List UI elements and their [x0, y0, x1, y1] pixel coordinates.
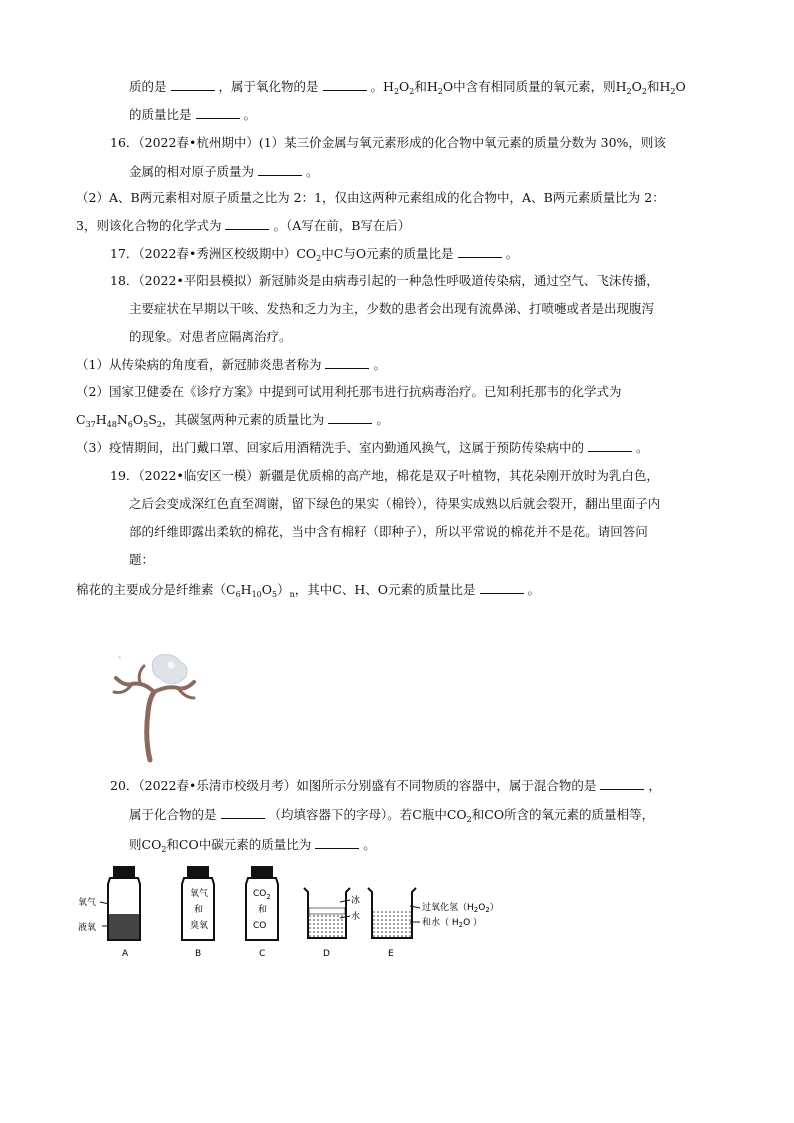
text: 。	[376, 412, 389, 427]
text: 和H	[646, 79, 671, 94]
text-line	[129, 106, 256, 123]
subscript: 5	[143, 420, 149, 429]
answer-blank	[458, 245, 502, 258]
text: 17．（2022春•秀洲区校级期中）CO	[110, 246, 317, 261]
text: H	[95, 412, 107, 427]
bottle-b	[182, 866, 214, 959]
text: 则CO	[129, 837, 162, 852]
question-18	[110, 273, 659, 289]
text: 16．（2022春•杭州期中）(1）某三价金属与氧元素形成的化合物中氧元素的质量分数为 30%，则该	[110, 135, 666, 150]
text: 和H	[414, 79, 438, 94]
label-a: A	[122, 949, 129, 959]
text: 18．（2022•平阳县模拟）新冠肺炎是由病毒引起的一种急性呼吸道传染病，通过空气、飞沫传播，	[110, 273, 659, 288]
text: 。（A写在前，B写在后）	[273, 218, 411, 233]
answer-blank	[588, 439, 632, 452]
text-line	[129, 78, 686, 95]
text: O	[261, 582, 273, 597]
label-e: E	[388, 949, 394, 959]
liquid-fill	[373, 910, 411, 937]
label-text	[422, 901, 499, 914]
text-line	[129, 806, 654, 823]
text-line	[76, 411, 389, 428]
label-text: 和	[194, 905, 204, 915]
text: ）	[277, 582, 290, 597]
text-line	[129, 329, 292, 345]
subscript: 2	[458, 921, 464, 929]
text: 。	[527, 582, 541, 597]
label-text: 氧气	[190, 889, 209, 899]
label-b: B	[195, 949, 202, 959]
text: 和CO中碳元素的质量比为	[166, 837, 312, 852]
text-line	[129, 163, 319, 180]
text: 质的是	[129, 79, 167, 94]
label-text	[422, 916, 482, 929]
text-line	[129, 301, 654, 317]
text: O	[399, 79, 410, 94]
subscript: 2	[156, 420, 162, 429]
beaker-d	[304, 888, 360, 959]
text-line	[129, 552, 154, 568]
text: 部的纤维即露出柔软的棉花，当中含有棉籽（即种子），所以平常说的棉花并不是花。请回答问	[129, 524, 648, 539]
text-line	[76, 384, 621, 400]
subscript: 2	[393, 87, 400, 96]
text: 和CO所含的氧元素的质量相等，	[471, 807, 655, 822]
text-line	[76, 356, 386, 373]
text: 金属的相对原子质量为	[129, 164, 255, 179]
answer-blank	[600, 777, 644, 790]
subscript: 2	[670, 87, 676, 96]
question-20	[110, 777, 661, 794]
question-16	[110, 135, 666, 151]
bottle-c	[246, 866, 278, 959]
subscript: 2	[641, 87, 647, 96]
label-text: CO	[253, 889, 267, 899]
question-19	[110, 468, 659, 484]
text: 。	[373, 357, 386, 372]
text: 之后会变成深红色直至凋谢，留下绿色的果实（棉铃），待果实成熟以后就会裂开，翻出里面子内	[129, 496, 661, 511]
label-d: D	[323, 949, 330, 959]
text: （1）从传染病的角度看，新冠肺炎患者称为	[76, 357, 322, 372]
text: 20．（2022春•乐清市校级月考）如图所示分别盛有不同物质的容器中，属于混合物的是	[110, 778, 597, 793]
subscript: 37	[85, 420, 96, 429]
label-liquid-oxygen: 液氧	[78, 923, 97, 933]
text: ，其中C、H、O元素的质量比是	[294, 582, 476, 597]
text: 的现象。对患者应隔离治疗。	[129, 329, 292, 344]
text: O	[675, 79, 686, 94]
subscript: 5	[272, 590, 278, 599]
bottle-a	[78, 866, 140, 959]
text: 棉花的主要成分是纤维素（C	[76, 582, 236, 597]
text: 3，则该化合物的化学式为	[76, 218, 222, 233]
text: 属于化合物的是	[129, 807, 217, 822]
label-c: C	[259, 949, 266, 959]
answer-blank	[328, 411, 372, 424]
subscript: 6	[235, 590, 241, 599]
answer-blank	[323, 78, 367, 91]
text: 的质量比是	[129, 107, 192, 122]
containers-figure	[76, 862, 526, 962]
label-text: O ）	[463, 918, 483, 928]
question-17	[110, 245, 518, 262]
label-text: O	[478, 903, 486, 913]
subscript: 10	[251, 590, 262, 599]
text-line	[76, 190, 665, 206]
text: C	[76, 412, 86, 427]
text: O	[132, 412, 144, 427]
label-text: 过氧化氢（H	[422, 903, 474, 913]
text: 。	[505, 246, 519, 261]
cotton-fibre	[152, 655, 187, 684]
text: （2）A、B两元素相对原子质量之比为 2：1，仅由这两种元素组成的化合物中，A、B两元素质量比为 2：	[76, 190, 665, 205]
text: O	[631, 79, 642, 94]
cotton-fibre	[118, 655, 121, 659]
answer-blank	[225, 217, 269, 230]
text: 。	[635, 440, 649, 455]
text: 。H	[370, 79, 394, 94]
text: （均填容器下的字母）。若C瓶中CO	[268, 807, 467, 822]
answer-blank	[221, 806, 265, 819]
text: 主要症状在早期以干咳、发热和乏力为主，少数的患者会出现有流鼻涕、打喷嚏或者是出现腹泻	[129, 301, 655, 316]
cotton-stem	[147, 692, 154, 760]
text: ，其碳氢两种元素的质量比为	[161, 412, 325, 427]
subscript: 2	[161, 845, 167, 854]
text: H	[240, 582, 252, 597]
subscript: 48	[106, 420, 117, 429]
subscript: 6	[127, 420, 133, 429]
text: ，属于氧化物的是	[218, 79, 319, 94]
text: S	[148, 412, 157, 427]
cotton-branch	[116, 678, 154, 692]
label-text: 水	[351, 912, 361, 922]
label-oxygen: 氧气	[78, 898, 97, 908]
subscript: 2	[626, 87, 632, 96]
text: 。	[306, 164, 319, 179]
text: 中C与O元素的质量比是	[321, 246, 454, 261]
bottle-cap	[251, 866, 273, 878]
liquid-oxygen-fill	[109, 914, 139, 939]
text: N	[116, 412, 128, 427]
bottle-cap	[113, 866, 135, 878]
answer-blank	[196, 106, 240, 119]
subscript: 2	[466, 815, 472, 824]
subscript: 2	[473, 906, 479, 914]
text: 19．（2022•临安区一模）新疆是优质棉的高产地，棉花是双子叶植物，其花朵刚开放时为乳白色，	[110, 468, 659, 483]
label-text: 和水（ H	[422, 918, 459, 928]
text-line	[76, 217, 410, 234]
beaker-e	[368, 888, 499, 959]
label-text: CO	[253, 921, 267, 931]
text: O中含有相同质量的氧元素，则H	[442, 79, 627, 94]
answer-blank	[258, 163, 302, 176]
subscript: 2	[409, 87, 415, 96]
cotton-plant-image	[110, 648, 200, 768]
text-line	[76, 581, 540, 598]
text-line	[76, 439, 648, 456]
subscript: 2	[316, 254, 322, 263]
ice-layer	[309, 908, 345, 914]
text: 。	[243, 107, 257, 122]
text-line	[129, 836, 376, 853]
answer-blank	[480, 581, 524, 594]
subscript: n	[289, 590, 295, 599]
text-line	[129, 524, 648, 540]
answer-blank	[171, 78, 215, 91]
text: ，	[648, 778, 661, 793]
cotton-branch	[139, 666, 144, 682]
subscript: 2	[266, 893, 271, 901]
label-text: ）	[489, 903, 499, 913]
subscript: 2	[485, 906, 490, 914]
text: （2）国家卫健委在《诊疗方案》中提到可试用利托那韦进行抗病毒治疗。已知利托那韦的化学式为	[76, 384, 622, 399]
bottle-cap	[187, 866, 209, 878]
label-text: 臭氧	[190, 921, 209, 931]
water-fill	[309, 914, 345, 937]
text-line	[129, 496, 660, 512]
answer-blank	[325, 356, 369, 369]
text: 。	[363, 837, 376, 852]
text: （3）疫情期间，出门戴口罩、回家后用酒精洗手、室内勤通风换气，这属于预防传染病中的	[76, 440, 584, 455]
label-text: 和	[258, 905, 268, 915]
text: 题：	[129, 552, 155, 567]
subscript: 2	[437, 87, 443, 96]
label-text: 冰	[351, 896, 361, 906]
answer-blank	[315, 836, 359, 849]
